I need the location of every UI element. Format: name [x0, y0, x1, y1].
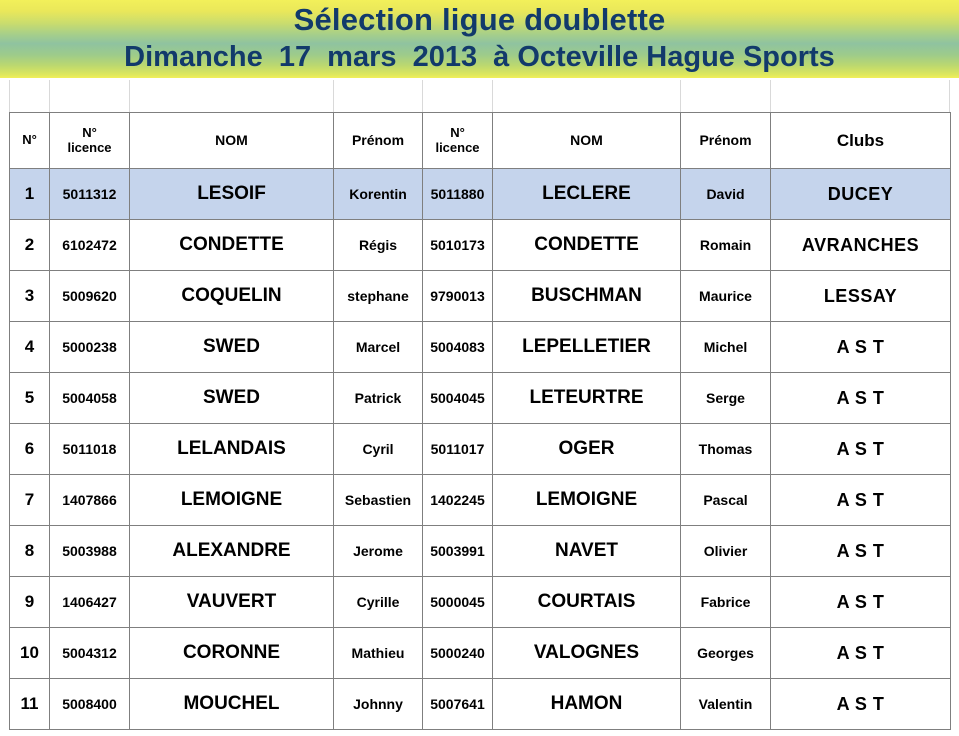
cell-nom2: VALOGNES	[493, 628, 681, 679]
column-header-prenom-1: Prénom	[334, 113, 423, 169]
cell-licence2: 9790013	[423, 271, 493, 322]
column-header-nom-2: NOM	[493, 113, 681, 169]
cell-licence2: 5007641	[423, 679, 493, 730]
cell-prenom2: Romain	[681, 220, 771, 271]
cell-club: A S T	[771, 577, 951, 628]
cell-licence2: 5010173	[423, 220, 493, 271]
cell-num: 8	[10, 526, 50, 577]
cell-nom1: SWED	[130, 373, 334, 424]
grid-tick	[49, 80, 50, 112]
cell-num: 11	[10, 679, 50, 730]
cell-licence1: 5011018	[50, 424, 130, 475]
grid-tick	[422, 80, 423, 112]
cell-num: 2	[10, 220, 50, 271]
cell-prenom2: Valentin	[681, 679, 771, 730]
cell-prenom1: Cyrille	[334, 577, 423, 628]
cell-nom2: LEPELLETIER	[493, 322, 681, 373]
column-header-licence-2-line1: N°	[450, 124, 465, 140]
cell-nom1: ALEXANDRE	[130, 526, 334, 577]
table-top-spacer	[0, 80, 959, 112]
column-header-licence-1	[50, 113, 130, 169]
subtitle-year: 2013	[412, 41, 478, 73]
grid-tick	[680, 80, 681, 112]
table-row	[10, 373, 951, 424]
cell-licence1: 1407866	[50, 475, 130, 526]
title-banner	[0, 0, 959, 80]
cell-nom1: VAUVERT	[130, 577, 334, 628]
cell-nom2: OGER	[493, 424, 681, 475]
subtitle-month: mars	[327, 41, 397, 73]
cell-num: 9	[10, 577, 50, 628]
cell-club: A S T	[771, 373, 951, 424]
subtitle-day: Dimanche	[124, 41, 263, 73]
cell-prenom1: Marcel	[334, 322, 423, 373]
column-header-licence-2	[423, 113, 493, 169]
column-header-licence-1-line2: licence	[67, 139, 112, 155]
table-row	[10, 679, 951, 730]
table-row	[10, 322, 951, 373]
cell-nom1: CONDETTE	[130, 220, 334, 271]
cell-prenom1: Régis	[334, 220, 423, 271]
grid-tick	[333, 80, 334, 112]
cell-licence1: 5009620	[50, 271, 130, 322]
cell-licence1: 5004312	[50, 628, 130, 679]
cell-licence2: 5000240	[423, 628, 493, 679]
subtitle-date: 17	[278, 41, 312, 73]
table-row	[10, 220, 951, 271]
cell-num: 1	[10, 169, 50, 220]
column-header-licence-2-line2: licence	[435, 139, 480, 155]
table-row	[10, 424, 951, 475]
cell-nom2: LETEURTRE	[493, 373, 681, 424]
cell-club: A S T	[771, 424, 951, 475]
cell-nom2: CONDETTE	[493, 220, 681, 271]
grid-tick	[492, 80, 493, 112]
cell-num: 5	[10, 373, 50, 424]
grid-tick	[129, 80, 130, 112]
cell-prenom1: Sebastien	[334, 475, 423, 526]
cell-prenom1: Mathieu	[334, 628, 423, 679]
cell-prenom1: Patrick	[334, 373, 423, 424]
table-row	[10, 577, 951, 628]
table-row	[10, 628, 951, 679]
cell-licence2: 5011017	[423, 424, 493, 475]
cell-prenom1: Johnny	[334, 679, 423, 730]
column-header-clubs: Clubs	[771, 113, 951, 169]
cell-nom1: SWED	[130, 322, 334, 373]
cell-prenom1: stephane	[334, 271, 423, 322]
cell-num: 7	[10, 475, 50, 526]
cell-nom2: NAVET	[493, 526, 681, 577]
cell-prenom2: Thomas	[681, 424, 771, 475]
document-title: Sélection ligue doublette	[293, 2, 666, 37]
cell-club: A S T	[771, 679, 951, 730]
cell-prenom2: Fabrice	[681, 577, 771, 628]
table-row	[10, 475, 951, 526]
cell-club: A S T	[771, 628, 951, 679]
cell-prenom1: Jerome	[334, 526, 423, 577]
cell-licence2: 5003991	[423, 526, 493, 577]
cell-num: 3	[10, 271, 50, 322]
cell-nom1: LESOIF	[130, 169, 334, 220]
cell-nom1: MOUCHEL	[130, 679, 334, 730]
cell-prenom2: Pascal	[681, 475, 771, 526]
selection-table	[9, 112, 951, 730]
table-row	[10, 169, 951, 220]
column-header-prenom-2: Prénom	[681, 113, 771, 169]
cell-licence1: 6102472	[50, 220, 130, 271]
cell-prenom2: Michel	[681, 322, 771, 373]
table-row	[10, 526, 951, 577]
header-row	[10, 113, 951, 169]
grid-tick	[949, 80, 950, 112]
cell-prenom1: Korentin	[334, 169, 423, 220]
cell-licence1: 5004058	[50, 373, 130, 424]
column-header-num: N°	[10, 113, 50, 169]
cell-club: DUCEY	[771, 169, 951, 220]
cell-licence1: 5000238	[50, 322, 130, 373]
cell-licence1: 1406427	[50, 577, 130, 628]
cell-licence2: 5004083	[423, 322, 493, 373]
cell-nom2: LEMOIGNE	[493, 475, 681, 526]
cell-licence2: 1402245	[423, 475, 493, 526]
cell-club: AVRANCHES	[771, 220, 951, 271]
cell-licence1: 5008400	[50, 679, 130, 730]
column-header-nom-1: NOM	[130, 113, 334, 169]
grid-tick	[770, 80, 771, 112]
document-subtitle	[0, 41, 959, 74]
table-row	[10, 271, 951, 322]
cell-licence1: 5011312	[50, 169, 130, 220]
cell-nom2: BUSCHMAN	[493, 271, 681, 322]
cell-licence2: 5004045	[423, 373, 493, 424]
cell-nom2: HAMON	[493, 679, 681, 730]
cell-club: A S T	[771, 475, 951, 526]
cell-num: 10	[10, 628, 50, 679]
table-header	[10, 113, 951, 169]
subtitle-venue: à Octeville Hague Sports	[493, 41, 835, 73]
grid-tick	[9, 80, 10, 112]
table-body	[10, 169, 951, 730]
column-header-licence-1-line1: N°	[82, 124, 97, 140]
cell-licence2: 5000045	[423, 577, 493, 628]
cell-nom1: LEMOIGNE	[130, 475, 334, 526]
cell-prenom2: Maurice	[681, 271, 771, 322]
cell-prenom2: David	[681, 169, 771, 220]
cell-nom2: COURTAIS	[493, 577, 681, 628]
cell-prenom2: Georges	[681, 628, 771, 679]
cell-nom2: LECLERE	[493, 169, 681, 220]
cell-nom1: CORONNE	[130, 628, 334, 679]
cell-club: A S T	[771, 322, 951, 373]
cell-nom1: LELANDAIS	[130, 424, 334, 475]
cell-licence1: 5003988	[50, 526, 130, 577]
cell-licence2: 5011880	[423, 169, 493, 220]
cell-club: LESSAY	[771, 271, 951, 322]
cell-prenom1: Cyril	[334, 424, 423, 475]
cell-prenom2: Serge	[681, 373, 771, 424]
cell-club: A S T	[771, 526, 951, 577]
cell-num: 6	[10, 424, 50, 475]
cell-nom1: COQUELIN	[130, 271, 334, 322]
cell-prenom2: Olivier	[681, 526, 771, 577]
cell-num: 4	[10, 322, 50, 373]
